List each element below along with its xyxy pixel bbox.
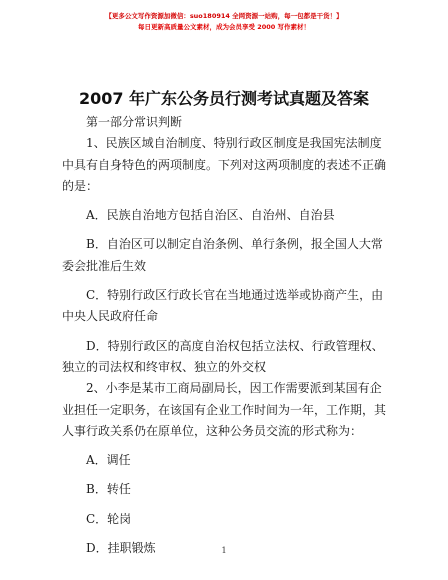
question-1-option-a: A．民族自治地方包括自治区、自治州、自治县 [86, 208, 335, 223]
question-2-option-b: B．转任 [86, 482, 131, 497]
question-1-option-b-cont: 委会批准后生效 [62, 258, 147, 273]
question-2-stem-cont: 业担任一定职务，在该国有企业工作时间为一年，工作期，其 [62, 402, 387, 417]
question-2-option-d: D．挂职锻炼 [86, 541, 156, 556]
document-body [62, 112, 398, 559]
question-1-option-b: B．自治区可以制定自治条例、单行条例，报全国人大常 [86, 237, 383, 252]
question-1-stem: 1、民族区域自治制度、特别行政区制度是我国宪法制度 [86, 136, 382, 151]
section-heading: 第一部分常识判断 [86, 115, 183, 129]
question-1-option-d: D．特别行政区的高度自治权包括立法权、行政管理权、 [86, 338, 384, 353]
question-2-stem: 2、小李是某市工商局副局长，因工作需要派到某国有企 [86, 381, 382, 396]
question-1-option-c-cont: 中央人民政府任命 [62, 309, 159, 324]
promo-banner-line2: 每日更新高质量公文素材，成为会员享受 2000 写作素材！ [137, 23, 311, 31]
promo-banner-line1: 【更多公文写作资源加微信：suo180914 全网资源一站购，每一包都是干货！】 [105, 12, 343, 20]
question-1-stem-cont: 的是： [62, 178, 99, 193]
question-1-option-d-cont: 独立的司法权和终审权、独立的外交权 [62, 359, 267, 374]
question-1-stem-cont: 中具有自身特色的两项制度。下列对这两项制度的表述不正确 [62, 157, 387, 172]
question-2-stem-cont: 人事行政关系仍在原单位，这种公务员交流的形式称为： [62, 423, 363, 438]
page-number: 1 [221, 546, 227, 555]
question-2-option-c: C．轮岗 [86, 511, 132, 526]
document-title: 2007 年广东公务员行测考试真题及答案 [78, 89, 370, 108]
question-1-option-c: C．特别行政区行政长官在当地通过选举或协商产生，由 [86, 288, 384, 303]
question-2-option-a: A．调任 [86, 453, 131, 468]
